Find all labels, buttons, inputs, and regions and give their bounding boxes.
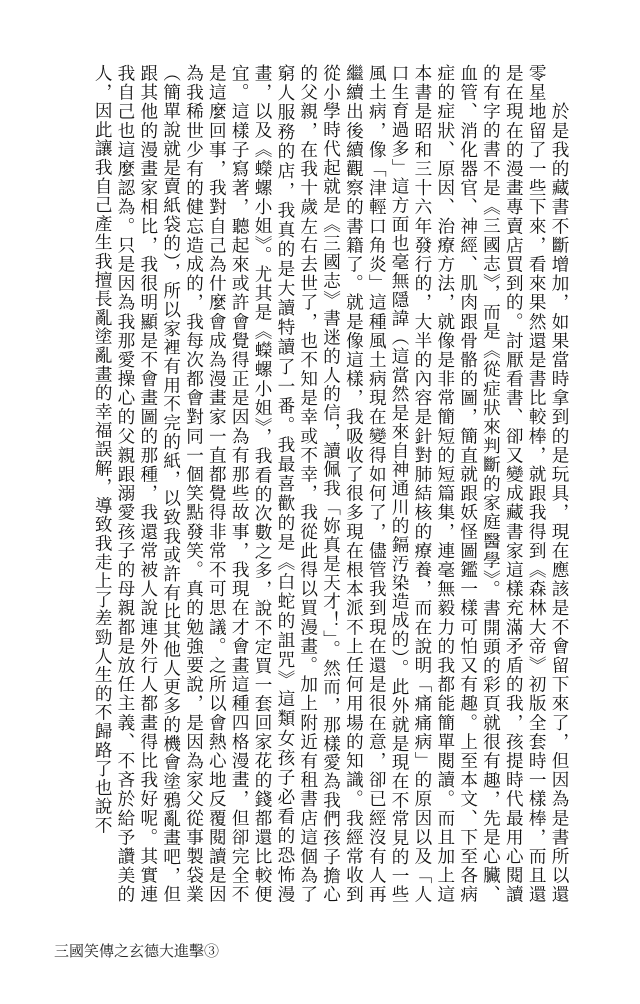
page-footer-caption: 三國笑傳之玄德大進擊③: [54, 942, 220, 960]
main-text-block: [66, 64, 570, 904]
body-paragraph: 於是我的藏書不斷增加，如果當時拿到的是玩具，現在應該是不會留下來了，但因為是書所以還零星地留了一些下來，看來果然還是書比較棒，就跟我得到《森林大帝》初版全套時一樣棒，而且還是在現在的漫畫專賣店買到的。討厭看書、卻又變成藏書家這樣充滿矛盾的我，孩提時代最用心閱讀的有字的書不是《三國志》，而是《從症狀來判斷的家庭醫學》。書開頭的彩頁就很有趣，先是心臟、血管、消化器官、神經、肌肉跟骨骼的圖，簡直就跟妖怪圖鑑一樣可怕又有趣。上至本文、下至各病症的症狀、原因、治療方法，就像是非常簡短的短篇集，連毫無毅力的我都能簡單閱讀。而且加上這本書是昭和三十六年發行的，大半的內容是針對肺結核的療養，而在說明「痛痛病」的原因以及「人口生育過多」這方面也毫無隱諱（這當然是來自神通川的鎘汚染造成的）。此外就是現在不常見的一些風土病，像「津輕口角炎」這種風土病現在變得如何了，儘管我到現在還是很在意，卻已經沒有人再繼續出後續觀察的書籍了。就是像這樣，我吸收了很多現在根本派不上任何用場的知識。我經常收到從小學時代起就是《三國志》書迷的人的信，讀佩我「妳真是天才！」。然而，那樣愛為我們孩子擔心的父親，在我十歲左右去世了，也不知是幸或不幸，我從此得以買漫畫。加上附近有租書店這個為了窮人服務的店，我真的是大讀特讀了一番。我最喜歡的是《白蛇的詛咒》這類女孩子必看的恐怖漫畫，以及《蠑螺小姐》。尤其是《蠑螺小姐》，我看的次數之多，說不定買一套回家花的錢都還比較便宜。這樣子寫著，聽起來或許會覺得正是因為有那些故事，我現在才會畫這種四格漫畫，但卻完全不是這麼回事，我對自己為什麼會成為漫畫家一直都覺得非常不可思議。之所以會熱心地反覆閱讀是因為我稀世少有的健忘造成的，我每次都會對同一個笑點發笑。真的勉強要說，是因為家父從事製袋業（簡單說就是賣紙袋的），所以家裡有用不完的紙，以致我或許有比其他人更多的機會塗鴉亂畫吧，但跟其他的漫畫家相比，我很明顯是不會畫圖的那種，我還常被人說連外行人都畫得比我好呢。其實連我自己也這麼認為。只是因為我那愛操心的父親跟溺愛孩子的母親都是放任主義、不吝於給予讚美的人，因此讓我自己產生我擅長亂塗亂畫的幸福誤解，導致我走上了差勁人生的不歸路了也說不: [92, 64, 569, 904]
